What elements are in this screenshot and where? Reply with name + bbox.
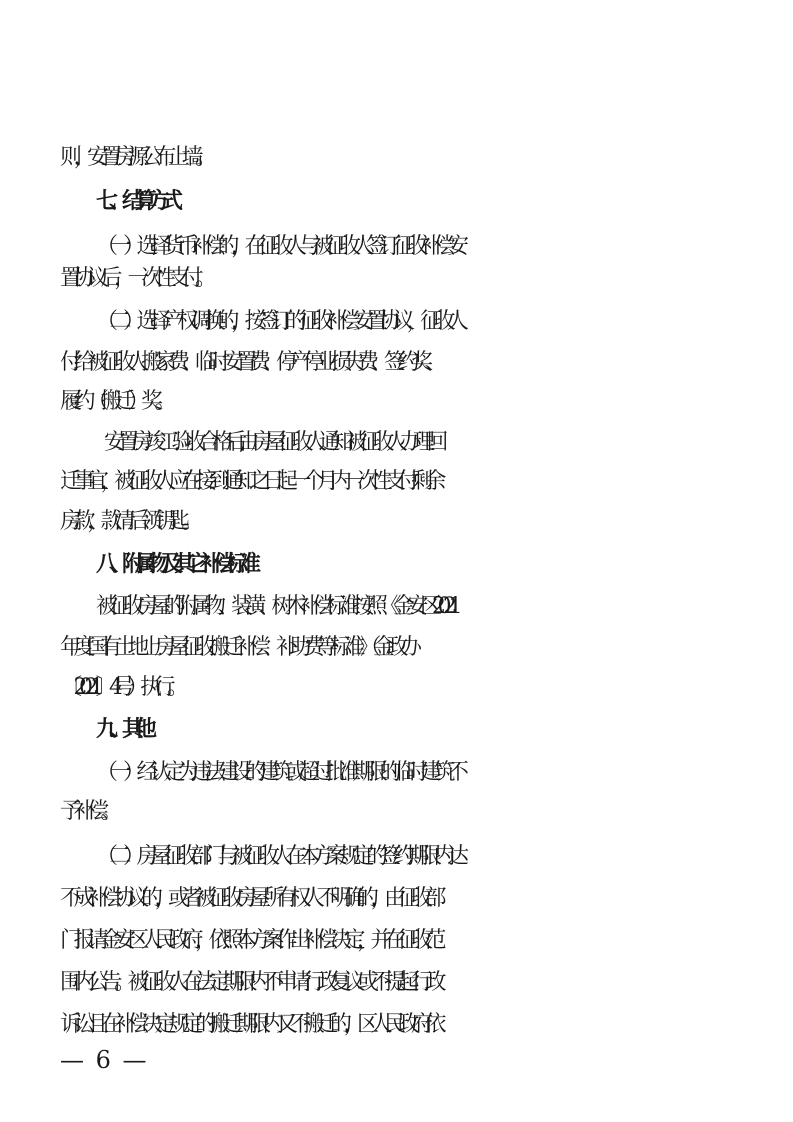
- text-line: 被征收房屋的附属物、装潢、树木补偿标准按照《金安区 2021: [96, 594, 454, 619]
- text-line: 履约（搬迁）奖。: [60, 389, 169, 414]
- section-heading-7: 七、结算方式: [96, 189, 175, 214]
- text-line: （二）选择产权调换的，按签订的征收补偿安置协议，征收人: [96, 309, 461, 334]
- text-line: 安置房竣工验收合格后,由房屋征收人通知被征收人办理回: [104, 430, 440, 455]
- section-heading-9: 九、其他: [96, 717, 149, 742]
- text-line: （一）经认定为违法建设的建筑或超过批准期限的临时建筑不: [96, 760, 461, 785]
- text-line: 围内公告。被征收人在法定期限内不申请行政复议或不提起行政: [60, 970, 439, 995]
- text-line: （一）选择货币补偿的，在征收人与被征收人签订征收补偿安: [96, 234, 461, 259]
- text-line: （二）房屋征收部门与被征收人在本方案规定的签约期限内达: [96, 844, 461, 869]
- text-line: 不成补偿协议的，或者被征收房屋所有权人不明确的，由征收部: [60, 886, 439, 911]
- text-line: 门报请金安区人民政府，依照本方案作出补偿决定，并在征收范: [60, 928, 439, 953]
- text-line: 予补偿。: [60, 799, 115, 824]
- text-line: 年度国有土地上房屋征收搬迁补偿、补助费等标准》（金政办: [60, 635, 414, 660]
- text-line: 则，安置房源公布上墙。: [60, 145, 209, 170]
- text-line: 迁事宜，被征收人应在接到通知之日起一个月内一次性支付剩余: [60, 469, 439, 494]
- text-line: 〔2021〕4 号）执行。: [60, 675, 181, 700]
- text-line: 房款，款清后领钥匙。: [60, 509, 196, 534]
- text-line: 置协议后，一次性支付。: [60, 266, 209, 291]
- section-heading-8: 八、附属物及其它补偿标准: [96, 552, 253, 577]
- text-line: 诉讼且在补偿决定规定的搬迁期限内又不搬迁的，区人民政府依: [60, 1012, 439, 1037]
- text-line: 付给被征收人搬家费、临时安置费、停产停业损失费、签约奖、: [60, 350, 439, 375]
- page-number: — 6 —: [60, 1046, 149, 1074]
